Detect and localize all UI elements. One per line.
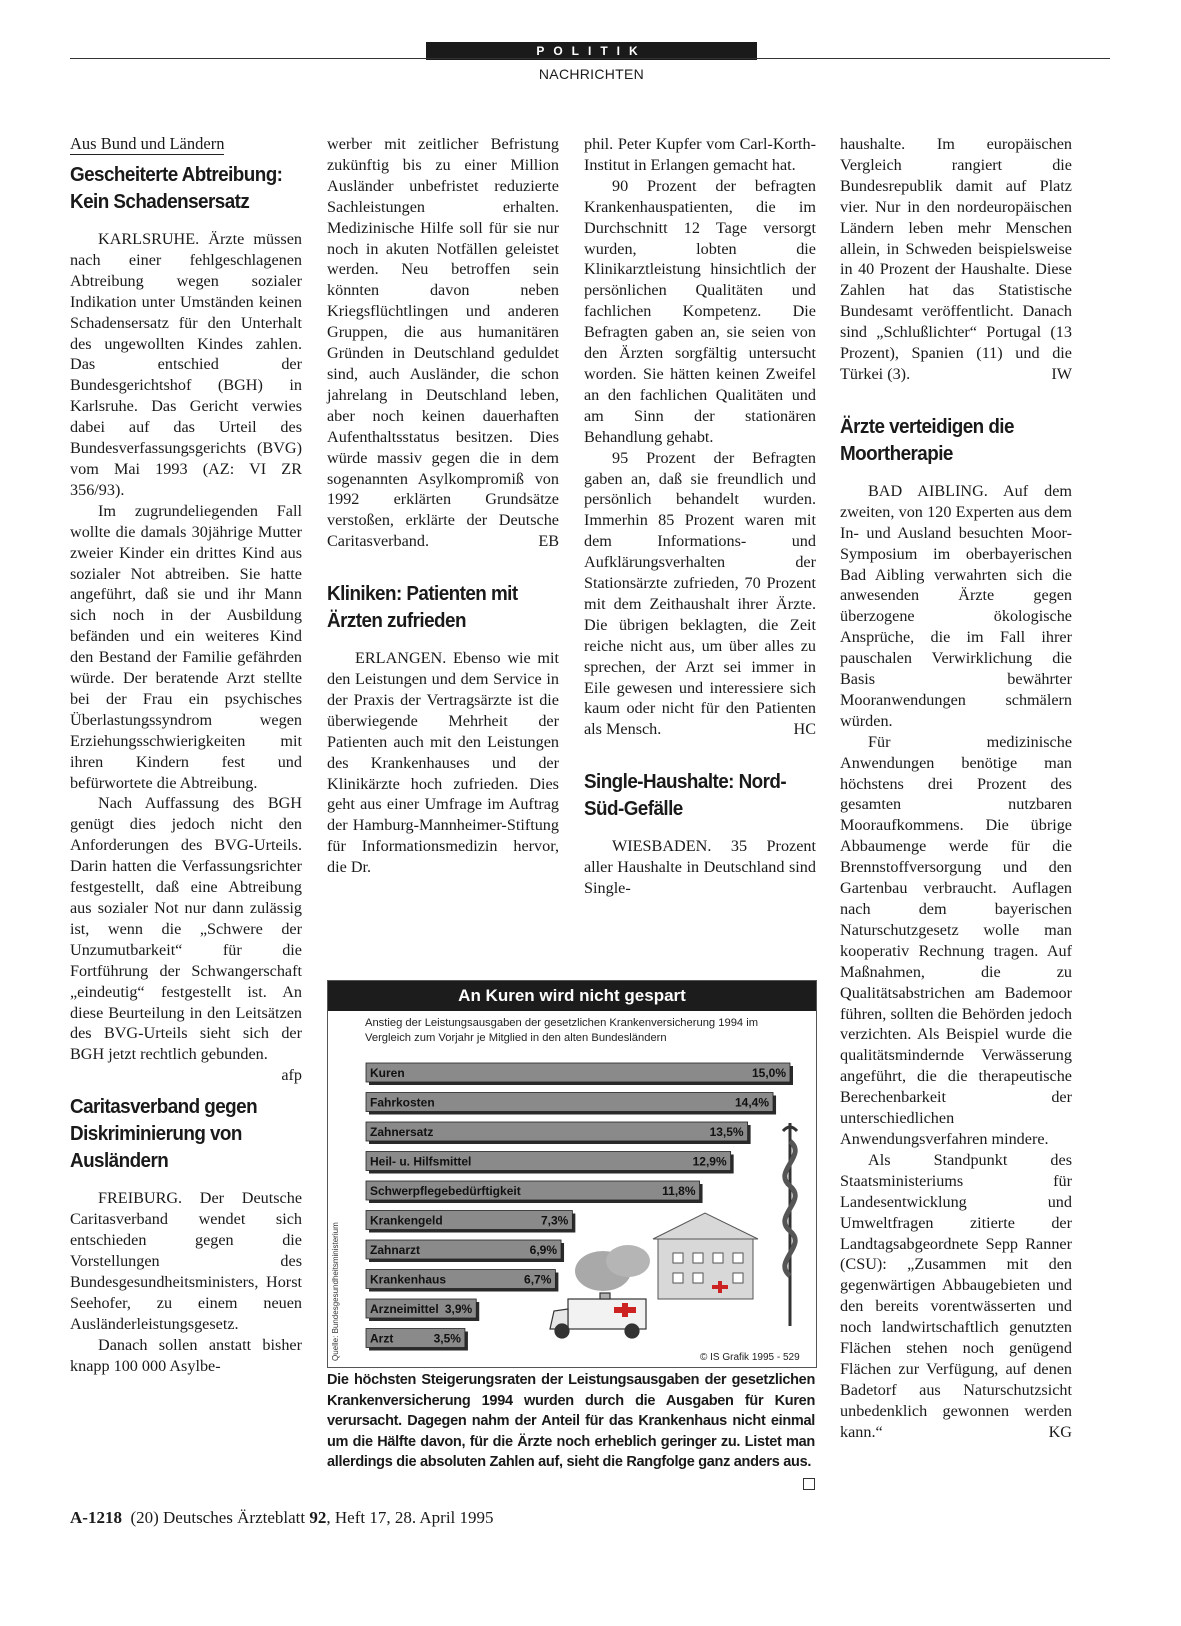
headline-moortherapie: Ärzte verteidigen die Moortherapie [840,414,1014,465]
bar-value-label: 11,8% [662,1184,696,1198]
bar-value-label: 13,5% [709,1125,744,1139]
article-paragraph: phil. Peter Kupfer vom Carl-Korth-Institut in Erlangen gemacht hat. [584,135,816,174]
column-4 [840,134,1072,1443]
bar-category-label: Zahnarzt [370,1243,421,1257]
bar-value-label: 12,9% [692,1154,727,1169]
paragraph-text: haushalte. Im europäischen Vergleich rangiert die Bundesrepublik damit auf Platz vier. Nur in den nordeuropäischen Ländern leben mehr Menschen allein, in Schweden beispielsweise in 40 Prozent der Haushalte. Diese Zahlen hat das Statistische Bundesamt veröffentlicht. Danach sind „Schlußlichter“ Portugal (13 Prozent), Spanien (11) und die Türkei (3). [840,135,1072,383]
headline-caritas: Caritasverband gegen Diskriminierung von Ausländern [70,1095,258,1173]
chart-credit [700,1352,800,1363]
author-signature: afp [281,1066,302,1085]
article-paragraph: 90 Prozent der befragten Krankenhauspatienten, die im Durchschnitt 12 Tage versorgt wurden, lobten die Klinikarztleistung hinsichtlich der persönlichen Qualitäten und fachlichen Kompetenz. Die Befragten gaben an, sie seien von den Ärzten sorgfältig untersucht worden. Sie hätten keinen Zweifel an den fachlichen Qualitäten und am Sinn der stationären Behandlung gehabt. [584,176,816,446]
article-paragraph [70,793,302,1085]
header-rule [70,58,1110,59]
chart-graphic [327,980,817,1368]
ambulance-icon [550,1293,646,1338]
author-signature: KG [1048,1422,1072,1441]
bar-value-label: 14,4% [735,1095,770,1110]
bar-value-label: 3,9% [444,1302,473,1316]
paragraph-text: 95 Prozent der Befragten gaben an, daß sie freundlich und persönlich behandelt wurden. Immerhin 85 Prozent waren mit dem Informations- und Aufklärungsverhalten der Stationsärzte zufrieden, 70 Prozent mit dem Zeithaushalt ihrer Ärzte. Die übrigen beklagten, die Zeit reiche nicht aus, um über alles zu sprechen, der Arzt sei immer in Eile gewesen und interessiere sich kaum oder nicht für den Patienten als Mensch. [584,448,816,739]
page-footer [70,1508,494,1528]
caption-text: Die höchsten Steigerungsraten der Leistungsausgaben der gesetzlichen Krankenversicherung 1994 wurden durch die Ausgaben für Kuren verursacht. Dagegen nahm der Anteil für das Krankenhaus nicht einmal um die Hälfte davon, für die Ärzte noch erheblich geringer zu. Listet man allerdings die absoluten Zahlen auf, sieht die Rangfolge ganz anders aus. [327,1372,815,1471]
author-signature: EB [538,532,559,551]
paragraph-text: Nach Auffassung des BGH genügt dies jedoch nicht den Anforderungen des BVG-Urteils. Darin hatten die Verfassungsrichter festgestellt, daß eine Abtreibung aus sozialer Not nur dann zulässig ist, wenn die „Schwere der Unzumutbarkeit“ für die Fortführung der Schwangerschaft „eindeutig“ festgestellt ist. An diese Beurteilung in den Leitsätzen des BVG-Urteils sieht sich der BGH jetzt rechtlich gebunden. [70,794,302,1064]
column-1 [70,134,302,1376]
aesculapius-staff-icon [783,1123,797,1326]
bar-category-label: Kuren [370,1066,405,1080]
chart-caption [327,1370,815,1490]
bar-value-label: 15,0% [751,1066,786,1080]
headline-abtreibung: Gescheiterte Abtreibung: Kein Schadensersatz [70,163,283,213]
bar-category-label: Fahrkosten [370,1095,435,1110]
headline-single-haushalte: Single-Haushalte: Nord-Süd-Gefälle [584,770,787,821]
author-signature: IW [1051,364,1072,383]
spacer [327,552,559,580]
end-mark-icon [803,1478,815,1490]
spacer [584,740,816,768]
paragraph-text: Als Standpunkt des Staatsministeriums für Landesentwicklung und Umweltfragen zitierte der Landtagsabgeordnete Sepp Ranner (CSU): „Zusammen mit den gegenwärtigen Abbaugebieten und den bereits vorentwässerten und noch landwirtschaftlich genutzten Flächen stehen noch genügend Flächen zur Verfügung, auf denen Badetorf aus Naturschutzsicht unbedenklich gewonnen werden kann.“ [840,1150,1072,1441]
bar-category-label: Arzt [370,1331,394,1346]
bar-category-label: Heil- u. Hilfsmittel [370,1154,472,1169]
chart-title: An Kuren wird nicht gespart [328,981,816,1011]
bar-0 [366,1063,790,1082]
article-paragraph [840,1150,1072,1443]
bar-category-label: Krankengeld [370,1213,443,1228]
page-number: A-1218 [70,1508,122,1527]
bar-category-label: Arzneimittel [370,1302,439,1316]
section-label: POLITIK [426,42,757,60]
rubric: Aus Bund und Ländern [70,134,225,153]
chart-source: Quelle: Bundesgesundheitsministerium [331,1222,340,1361]
article-paragraph: Im zugrundeliegenden Fall wollte die damals 30jährige Mutter zweier Kinder ein drittes Kind aus sozialer Not abtreiben. Sie hatte angeführt, daß sie und ihr Mann sich noch in der Ausbildung befänden und ein weiteres Kind den Bestand der Familie gefährden würde. Der beratende Arzt stellte bei der Frau ein psychisches Überlastungssyndrom wegen Erziehungsschwierigkeiten mit ihren Kindern fest und befürwortete die Abtreibung. [70,501,302,792]
paragraph-text: werber mit zeitlicher Befristung zukünftig bis zu einer Million Ausländer unbefristet reduzierte Sachleistungen erhalten. Medizinische Hilfe soll für sie nur noch in akuten Notfällen geleistet werden. Neu betroffen sein könnten davon neben Kriegsflüchtlingen und anderen Gruppen, die aus humanitären Gründen in Deutschland geduldet sind, auch Ausländer, die schon jahrelang in Deutschland leben, aber noch keinen dauerhaften Aufenthaltsstatus besitzen. Dies würde massiv gegen die in dem sogenannten Asylkompromiß von 1992 erklärten Grundsätze verstoßen, erklärte der Deutsche Caritasverband. [327,135,559,551]
headline-kliniken: Kliniken: Patienten mit Ärzten zufrieden [327,582,518,633]
author-signature: HC [793,720,816,739]
bar-value-label: 6,9% [529,1243,558,1257]
bar-value-label: 6,7% [524,1272,552,1287]
column-2 [327,134,559,878]
article-paragraph: BAD AIBLING. Auf dem zweiten, von 120 Experten aus dem In- und Ausland besuchten Moor-Symposium im oberbayerischen Bad Aibling verwahrten sich die anwesenden Ärzte gegen überzogene ökologische Ansprüche, die im Fall ihrer pauschalen Verwirklichung die Basis bewährter Mooranwendungen schmälern würden. [840,481,1072,730]
article-paragraph: Danach sollen anstatt bisher knapp 100 000 Asylbe- [70,1335,302,1375]
hospital-illustration [575,1213,758,1299]
footer-publication: (20) Deutsches Ärzteblatt [130,1508,306,1527]
bar-category-label: Zahnersatz [370,1125,434,1139]
bar-category-label: Krankenhaus [370,1272,447,1287]
article-paragraph: ERLANGEN. Ebenso wie mit den Leistungen und dem Service in der Praxis der Vertragsärzte ist die überwiegende Mehrheit der Patienten auch mit den Leistungen des Krankenhauses und der Klinikärzte hoch zufrieden. Dies geht aus einer Umfrage im Auftrag der Hamburg-Mannheimer-Stiftung für Informationsmedizin hervor, die Dr. [327,649,559,877]
footer-volume: 92 [309,1508,327,1527]
article-paragraph [840,134,1072,385]
article-paragraph [327,134,559,552]
article-paragraph: WIESBADEN. 35 Prozent aller Haushalte in Deutschland sind Single- [584,837,816,898]
chart-plot [328,981,816,1367]
bar-category-label: Schwerpflegebedürftigkeit [370,1184,521,1198]
bar-value-label: 3,5% [433,1331,461,1346]
article-paragraph [584,448,816,741]
chart-subtitle: Anstieg der Leistungsausgaben der gesetzlichen Krankenversicherung 1994 im Vergleich zum Vorjahr je Mitglied in den alten Bundesländern [365,1017,759,1044]
credit-text: © IS Grafik 1995 - 529 [700,1352,800,1363]
spacer [840,385,1072,413]
article-paragraph: Für medizinische Anwendungen benötige man höchstens drei Prozent des gesamten nutzbaren Mooraufkommens. Die übrige Abbaumenge werde für die Brennstoffversorgung und den Gartenbau verbraucht. Auflagen nach dem bayerischen Naturschutzgesetz wolle man kooperativ Rechnung tragen. Auf Maßnahmen, die zu Qualitätsabstrichen am Bademoor führen, sollten die Behörden jedoch verzichten. Als Beispiel wurde die qualitätsmindernde Verwässerung angeführt, die die therapeutische Berechenbarkeit der unterschiedlichen Anwendungsverfahren mindere. [840,732,1072,1148]
subsection-label: NACHRICHTEN [538,66,645,82]
column-3 [584,134,816,899]
article-paragraph: FREIBURG. Der Deutsche Caritasverband wendet sich entschieden gegen die Vorstellungen des Bundesgesundheitsministers, Horst Seehofer, zu einem neuen Ausländerleistungsgesetz. [70,1189,302,1333]
footer-issue: , Heft 17, 28. April 1995 [326,1508,494,1527]
article-paragraph: KARLSRUHE. Ärzte müssen nach einer fehlgeschlagenen Abtreibung wegen sozialer Indikation unter Umständen keinen Schadensersatz für den Unterhalt des ungewollten Kindes zahlen. Das entschied der Bundesgerichtshof (BGH) in Karlsruhe. Das Gericht verwies dabei auf das Urteil des Bundesverfassungsgerichts (BVG) vom Mai 1993 (AZ: VI ZR 356/93). [70,230,302,499]
bar-value-label: 7,3% [540,1213,569,1228]
